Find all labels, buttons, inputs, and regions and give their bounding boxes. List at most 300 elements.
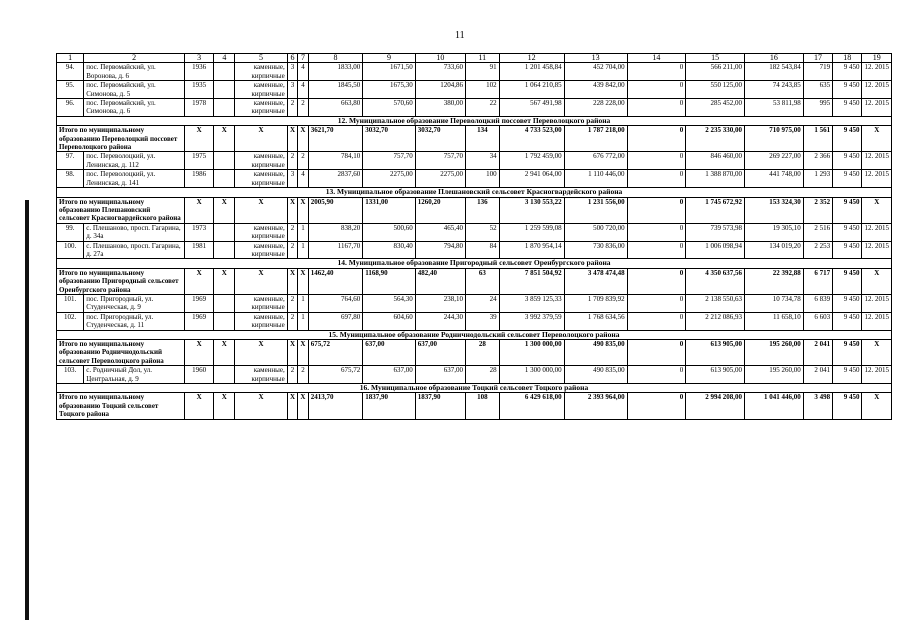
table-cell: 380,00: [415, 99, 465, 117]
table-cell: 2: [287, 152, 297, 170]
table-cell: 2: [287, 241, 297, 259]
table-cell: каменные, кирпичные: [235, 312, 287, 330]
subtotal-cell: 0: [627, 268, 686, 294]
subtotal-cell: 134: [466, 126, 500, 152]
subtotal-cell: 9 450: [833, 268, 862, 294]
table-cell: 12. 2015: [862, 223, 892, 241]
subtotal-cell: X: [287, 126, 297, 152]
subtotal-cell: X: [235, 126, 287, 152]
column-number-cell: 7: [298, 54, 308, 63]
table-cell: 0: [627, 312, 686, 330]
table-row: [57, 312, 892, 330]
table-cell: 570,60: [363, 99, 415, 117]
table-cell: 452 704,00: [564, 63, 627, 81]
column-number-cell: 17: [803, 54, 832, 63]
table-cell: 0: [627, 81, 686, 99]
table-cell: 4: [298, 81, 308, 99]
subtotal-cell: 1 231 556,00: [564, 197, 627, 223]
table-cell: 1204,86: [415, 81, 465, 99]
table-cell: 838,20: [308, 223, 363, 241]
subtotal-cell: 63: [466, 268, 500, 294]
housing-data-table: [56, 53, 892, 420]
table-cell: 52: [466, 223, 500, 241]
table-cell: каменные, кирпичные: [235, 81, 287, 99]
table-cell: 9 450: [833, 81, 862, 99]
column-number-cell: 18: [833, 54, 862, 63]
subtotal-cell: X: [287, 268, 297, 294]
subtotal-row: [57, 340, 892, 366]
table-cell: 675,72: [308, 366, 363, 384]
table-cell: 4: [298, 170, 308, 188]
subtotal-cell: 136: [466, 197, 500, 223]
subtotal-cell: X: [214, 393, 235, 419]
subtotal-cell: X: [862, 197, 892, 223]
section-header-row: [57, 259, 892, 268]
subtotal-cell: X: [184, 268, 213, 294]
subtotal-cell: 2005,90: [308, 197, 363, 223]
table-cell: 12. 2015: [862, 152, 892, 170]
table-cell: 4: [298, 63, 308, 81]
table-cell: 100.: [57, 241, 84, 259]
table-cell: 2: [298, 366, 308, 384]
subtotal-cell: X: [235, 340, 287, 366]
subtotal-cell: X: [862, 393, 892, 419]
table-cell: 53 811,98: [745, 99, 804, 117]
table-cell: 733,60: [415, 63, 465, 81]
table-cell: пос. Переволоцкий, ул. Ленинская, д. 112: [84, 152, 185, 170]
table-cell: 12. 2015: [862, 312, 892, 330]
table-cell: 182 543,84: [745, 63, 804, 81]
table-cell: 2: [287, 312, 297, 330]
table-cell: каменные, кирпичные: [235, 152, 287, 170]
table-cell: 98.: [57, 170, 84, 188]
table-cell: пос. Пригородный, ул. Студенческая, д. 11: [84, 312, 185, 330]
table-cell: 1986: [184, 170, 213, 188]
table-cell: [214, 312, 235, 330]
table-cell: 2 941 064,00: [499, 170, 564, 188]
table-cell: 2: [298, 152, 308, 170]
table-cell: 102: [466, 81, 500, 99]
table-cell: 1969: [184, 294, 213, 312]
table-cell: 11 658,10: [745, 312, 804, 330]
table-cell: 441 748,00: [745, 170, 804, 188]
column-number-cell: 10: [415, 54, 465, 63]
subtotal-cell: 153 324,30: [745, 197, 804, 223]
table-cell: 730 836,00: [564, 241, 627, 259]
subtotal-row: [57, 393, 892, 419]
subtotal-cell: X: [214, 126, 235, 152]
table-cell: 2: [287, 99, 297, 117]
section-header-row: [57, 330, 892, 339]
table-cell: 500 720,00: [564, 223, 627, 241]
table-cell: 9 450: [833, 294, 862, 312]
column-number-cell: 9: [363, 54, 415, 63]
section-title: 14. Муниципальное образование Пригородный сельсовет Оренбургского района: [57, 259, 892, 268]
table-row: [57, 63, 892, 81]
subtotal-cell: 3621,70: [308, 126, 363, 152]
table-cell: 0: [627, 152, 686, 170]
table-cell: 764,60: [308, 294, 363, 312]
table-cell: 84: [466, 241, 500, 259]
table-cell: 1 792 459,00: [499, 152, 564, 170]
subtotal-cell: 6 717: [803, 268, 832, 294]
table-cell: 757,70: [415, 152, 465, 170]
subtotal-cell: X: [287, 197, 297, 223]
subtotal-cell: 4 733 523,00: [499, 126, 564, 152]
table-cell: 0: [627, 223, 686, 241]
subtotal-cell: 3 478 474,48: [564, 268, 627, 294]
section-title: 16. Муниципальное образование Тоцкий сельсовет Тоцкого района: [57, 384, 892, 393]
table-cell: 1 006 098,94: [686, 241, 745, 259]
table-cell: 1845,50: [308, 81, 363, 99]
table-cell: 1 388 870,00: [686, 170, 745, 188]
table-cell: 1671,50: [363, 63, 415, 81]
table-cell: 1: [298, 223, 308, 241]
table-cell: [214, 366, 235, 384]
subtotal-label: Итого по муниципальному образованию Тоцкий сельсовет Тоцкого района: [57, 393, 185, 419]
subtotal-cell: X: [214, 340, 235, 366]
table-cell: 1978: [184, 99, 213, 117]
subtotal-cell: X: [184, 126, 213, 152]
table-cell: 9 450: [833, 63, 862, 81]
table-cell: 794,80: [415, 241, 465, 259]
table-cell: 9 450: [833, 312, 862, 330]
table-cell: с. Плешаново, просп. Гагарина, д. 34а: [84, 223, 185, 241]
subtotal-cell: 1462,40: [308, 268, 363, 294]
subtotal-cell: X: [862, 268, 892, 294]
table-cell: 784,10: [308, 152, 363, 170]
table-cell: 637,00: [415, 366, 465, 384]
table-cell: [214, 223, 235, 241]
table-cell: 0: [627, 99, 686, 117]
table-cell: 94.: [57, 63, 84, 81]
table-row: [57, 294, 892, 312]
column-number-cell: 5: [235, 54, 287, 63]
subtotal-cell: X: [235, 268, 287, 294]
subtotal-cell: 675,72: [308, 340, 363, 366]
table-cell: 566 211,00: [686, 63, 745, 81]
table-cell: 1975: [184, 152, 213, 170]
table-cell: 22: [466, 99, 500, 117]
table-cell: 3: [287, 63, 297, 81]
table-cell: 663,80: [308, 99, 363, 117]
subtotal-cell: 7 851 504,92: [499, 268, 564, 294]
column-number-cell: 4: [214, 54, 235, 63]
table-cell: 12. 2015: [862, 294, 892, 312]
subtotal-cell: 9 450: [833, 126, 862, 152]
table-cell: 1936: [184, 63, 213, 81]
table-cell: 846 460,00: [686, 152, 745, 170]
table-cell: 9 450: [833, 152, 862, 170]
subtotal-row: [57, 126, 892, 152]
table-cell: 2837,60: [308, 170, 363, 188]
table-cell: 2 516: [803, 223, 832, 241]
subtotal-cell: 2 393 964,00: [564, 393, 627, 419]
table-cell: 2 366: [803, 152, 832, 170]
table-cell: 2 041: [803, 366, 832, 384]
table-cell: 439 842,00: [564, 81, 627, 99]
table-row: [57, 223, 892, 241]
subtotal-cell: 1168,90: [363, 268, 415, 294]
table-cell: 1935: [184, 81, 213, 99]
subtotal-cell: 195 260,00: [745, 340, 804, 366]
column-number-cell: 12: [499, 54, 564, 63]
subtotal-cell: 482,40: [415, 268, 465, 294]
subtotal-cell: X: [184, 393, 213, 419]
table-cell: 134 019,20: [745, 241, 804, 259]
table-cell: 1 768 634,56: [564, 312, 627, 330]
table-cell: 6 839: [803, 294, 832, 312]
column-number-cell: 19: [862, 54, 892, 63]
table-cell: 19 305,10: [745, 223, 804, 241]
table-cell: 1833,00: [308, 63, 363, 81]
table-cell: 28: [466, 366, 500, 384]
table-cell: 564,30: [363, 294, 415, 312]
table-cell: 1969: [184, 312, 213, 330]
subtotal-label: Итого по муниципальному образованию Пригородный сельсовет Оренбургского района: [57, 268, 185, 294]
subtotal-cell: X: [184, 340, 213, 366]
table-row: [57, 81, 892, 99]
subtotal-cell: 637,00: [415, 340, 465, 366]
table-cell: каменные, кирпичные: [235, 170, 287, 188]
table-cell: 12. 2015: [862, 81, 892, 99]
subtotal-label: Итого по муниципальному образованию Родничнодольский сельсовет Переволоцкого района: [57, 340, 185, 366]
table-cell: 285 452,00: [686, 99, 745, 117]
table-cell: 1 110 446,00: [564, 170, 627, 188]
table-cell: 1: [298, 241, 308, 259]
table-cell: 0: [627, 294, 686, 312]
table-cell: 3: [287, 170, 297, 188]
table-cell: 2 212 086,93: [686, 312, 745, 330]
table-cell: 995: [803, 99, 832, 117]
subtotal-cell: 490 835,00: [564, 340, 627, 366]
table-cell: 9 450: [833, 223, 862, 241]
subtotal-label: Итого по муниципальному образованию Переволоцкий поссовет Переволоцкого района: [57, 126, 185, 152]
subtotal-cell: 3032,70: [363, 126, 415, 152]
table-cell: 12. 2015: [862, 63, 892, 81]
table-cell: 1 201 458,84: [499, 63, 564, 81]
section-header-row: [57, 116, 892, 125]
subtotal-label: Итого по муниципальному образованию Плешановский сельсовет Красногвардейского района: [57, 197, 185, 223]
section-header-row: [57, 384, 892, 393]
table-cell: каменные, кирпичные: [235, 223, 287, 241]
subtotal-cell: X: [862, 340, 892, 366]
table-cell: 1 709 839,92: [564, 294, 627, 312]
subtotal-cell: 9 450: [833, 393, 862, 419]
column-number-cell: 8: [308, 54, 363, 63]
table-cell: 1973: [184, 223, 213, 241]
table-cell: 95.: [57, 81, 84, 99]
table-cell: 1981: [184, 241, 213, 259]
subtotal-cell: 1 561: [803, 126, 832, 152]
table-cell: 9 450: [833, 241, 862, 259]
table-cell: 1 300 000,00: [499, 366, 564, 384]
table-cell: [214, 81, 235, 99]
table-cell: 3 859 125,33: [499, 294, 564, 312]
subtotal-cell: 1 041 446,00: [745, 393, 804, 419]
column-number-row: [57, 54, 892, 63]
column-number-cell: 1: [57, 54, 84, 63]
table-cell: 238,10: [415, 294, 465, 312]
table-cell: 2: [298, 99, 308, 117]
table-cell: 0: [627, 241, 686, 259]
subtotal-cell: X: [298, 126, 308, 152]
table-cell: 244,30: [415, 312, 465, 330]
table-cell: 830,40: [363, 241, 415, 259]
table-row: [57, 170, 892, 188]
table-cell: 1: [298, 312, 308, 330]
table-cell: 12. 2015: [862, 241, 892, 259]
table-cell: с. Плешаново, просп. Гагарина, д. 27а: [84, 241, 185, 259]
subtotal-cell: X: [298, 197, 308, 223]
table-cell: 12. 2015: [862, 99, 892, 117]
table-cell: 697,80: [308, 312, 363, 330]
subtotal-cell: 1 300 000,00: [499, 340, 564, 366]
table-cell: 757,70: [363, 152, 415, 170]
table-cell: 2 138 550,63: [686, 294, 745, 312]
subtotal-cell: 2413,70: [308, 393, 363, 419]
subtotal-cell: 3 130 553,22: [499, 197, 564, 223]
table-cell: 567 491,98: [499, 99, 564, 117]
table-cell: 96.: [57, 99, 84, 117]
table-row: [57, 152, 892, 170]
table-cell: 6 603: [803, 312, 832, 330]
column-number-cell: 14: [627, 54, 686, 63]
subtotal-row: [57, 268, 892, 294]
table-cell: 101.: [57, 294, 84, 312]
subtotal-cell: 9 450: [833, 340, 862, 366]
subtotal-cell: X: [287, 340, 297, 366]
subtotal-cell: 2 352: [803, 197, 832, 223]
table-cell: 103.: [57, 366, 84, 384]
table-cell: 195 260,00: [745, 366, 804, 384]
subtotal-cell: 2 994 208,00: [686, 393, 745, 419]
subtotal-cell: X: [235, 393, 287, 419]
column-number-cell: 3: [184, 54, 213, 63]
table-cell: 1 293: [803, 170, 832, 188]
table-cell: 1: [298, 294, 308, 312]
table-cell: 2 253: [803, 241, 832, 259]
table-cell: каменные, кирпичные: [235, 99, 287, 117]
table-cell: 719: [803, 63, 832, 81]
table-cell: 2: [287, 223, 297, 241]
table-cell: 10 734,78: [745, 294, 804, 312]
table-row: [57, 366, 892, 384]
table-cell: 228 228,00: [564, 99, 627, 117]
subtotal-cell: 1 787 218,00: [564, 126, 627, 152]
table-cell: [214, 294, 235, 312]
subtotal-cell: 2 041: [803, 340, 832, 366]
column-number-cell: 6: [287, 54, 297, 63]
subtotal-cell: 9 450: [833, 197, 862, 223]
table-cell: 1675,30: [363, 81, 415, 99]
table-cell: 2: [287, 366, 297, 384]
table-cell: 0: [627, 366, 686, 384]
table-cell: [214, 99, 235, 117]
subtotal-cell: 0: [627, 126, 686, 152]
table-cell: 1 870 954,14: [499, 241, 564, 259]
table-cell: 550 125,00: [686, 81, 745, 99]
table-row: [57, 241, 892, 259]
subtotal-cell: X: [235, 197, 287, 223]
table-cell: 74 243,85: [745, 81, 804, 99]
table-cell: 1960: [184, 366, 213, 384]
subtotal-cell: 0: [627, 393, 686, 419]
table-cell: 0: [627, 63, 686, 81]
section-title: 13. Муниципальное образование Плешановский сельсовет Красногвардейского района: [57, 188, 892, 197]
subtotal-cell: X: [298, 393, 308, 419]
table-cell: 490 835,00: [564, 366, 627, 384]
subtotal-cell: X: [862, 126, 892, 152]
table-cell: 102.: [57, 312, 84, 330]
table-cell: 1167,70: [308, 241, 363, 259]
subtotal-cell: 1260,20: [415, 197, 465, 223]
column-number-cell: 13: [564, 54, 627, 63]
subtotal-cell: 1331,00: [363, 197, 415, 223]
table-cell: 0: [627, 170, 686, 188]
subtotal-cell: X: [214, 268, 235, 294]
table-cell: пос. Первомайский, ул. Симонова, д. 5: [84, 81, 185, 99]
table-cell: 12. 2015: [862, 366, 892, 384]
table-cell: 739 573,98: [686, 223, 745, 241]
table-cell: 2275,00: [363, 170, 415, 188]
binding-margin-line: [25, 200, 29, 620]
table-cell: 637,00: [363, 366, 415, 384]
table-cell: [214, 170, 235, 188]
table-cell: 9 450: [833, 170, 862, 188]
table-cell: 34: [466, 152, 500, 170]
subtotal-cell: X: [287, 393, 297, 419]
subtotal-cell: 22 392,88: [745, 268, 804, 294]
column-number-cell: 16: [745, 54, 804, 63]
column-number-cell: 15: [686, 54, 745, 63]
section-title: 12. Муниципальное образование Переволоцкий поссовет Переволоцкого района: [57, 116, 892, 125]
table-cell: 676 772,00: [564, 152, 627, 170]
subtotal-cell: 0: [627, 197, 686, 223]
subtotal-cell: 2 235 330,00: [686, 126, 745, 152]
table-cell: 100: [466, 170, 500, 188]
table-cell: 2: [287, 294, 297, 312]
table-cell: пос. Переволоцкий, ул. Ленинская, д. 141: [84, 170, 185, 188]
table-cell: каменные, кирпичные: [235, 63, 287, 81]
table-cell: каменные, кирпичные: [235, 366, 287, 384]
table-cell: с. Родничный Дол, ул. Центральная, д. 9: [84, 366, 185, 384]
subtotal-cell: X: [184, 197, 213, 223]
table-row: [57, 99, 892, 117]
subtotal-cell: 710 975,00: [745, 126, 804, 152]
subtotal-cell: 613 905,00: [686, 340, 745, 366]
table-cell: каменные, кирпичные: [235, 241, 287, 259]
table-cell: 97.: [57, 152, 84, 170]
table-cell: пос. Пригородный, ул. Студенческая, д. 9: [84, 294, 185, 312]
table-cell: пос. Первомайский, ул. Воронова, д. 6: [84, 63, 185, 81]
table-cell: 91: [466, 63, 500, 81]
subtotal-cell: X: [298, 340, 308, 366]
subtotal-cell: 6 429 618,00: [499, 393, 564, 419]
table-cell: 3 992 379,59: [499, 312, 564, 330]
subtotal-cell: X: [214, 197, 235, 223]
table-cell: 2275,00: [415, 170, 465, 188]
table-cell: 604,60: [363, 312, 415, 330]
column-number-cell: 11: [466, 54, 500, 63]
table-cell: каменные, кирпичные: [235, 294, 287, 312]
table-cell: 9 450: [833, 99, 862, 117]
subtotal-cell: 1837,90: [415, 393, 465, 419]
table-cell: 635: [803, 81, 832, 99]
table-cell: [214, 152, 235, 170]
subtotal-cell: 1837,90: [363, 393, 415, 419]
table-cell: 613 905,00: [686, 366, 745, 384]
